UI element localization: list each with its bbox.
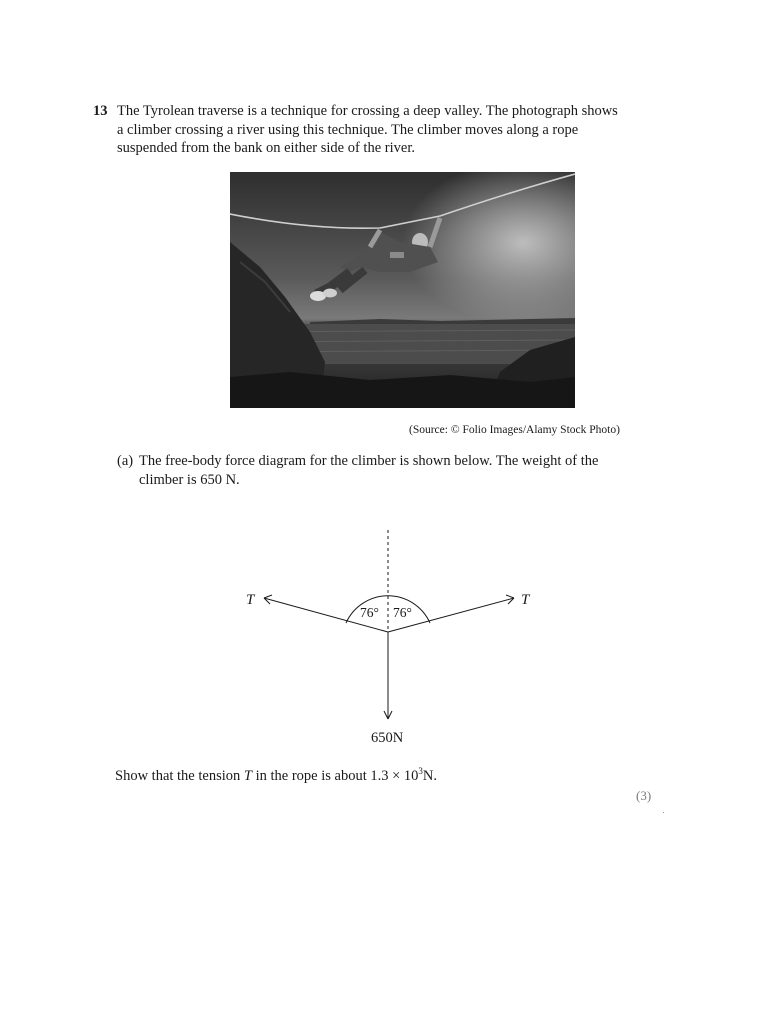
prompt-text-middle: in the rope is about 1.3 × 10 xyxy=(251,767,419,784)
question-number: 13 xyxy=(93,103,108,119)
weight-label: 650N xyxy=(371,730,404,746)
part-a-line-2: climber is 650 N. xyxy=(139,471,240,488)
question-line-3: suspended from the bank on either side of the river. xyxy=(117,140,415,156)
free-body-diagram xyxy=(240,530,540,750)
part-a-line-1: The free-body force diagram for the climber is shown below. The weight of the xyxy=(139,453,599,469)
prompt-exponent: 3 xyxy=(418,766,423,776)
question-prompt xyxy=(115,766,437,785)
angle-right-label: 76° xyxy=(393,605,412,620)
photo-source-credit: (Source: © Folio Images/Alamy Stock Photo) xyxy=(409,424,620,436)
tension-left-label: T xyxy=(246,592,255,608)
page-speck xyxy=(663,812,664,813)
prompt-unit: N. xyxy=(422,767,438,784)
prompt-tension-symbol: T xyxy=(243,767,252,784)
tension-right-label: T xyxy=(521,592,530,608)
climber-photo xyxy=(230,172,575,408)
part-a-text xyxy=(139,452,619,489)
climber-photo-image xyxy=(230,172,575,408)
prompt-text-start: Show that the tension xyxy=(115,767,244,784)
part-a-label: (a) xyxy=(117,453,134,469)
angle-left-label: 76° xyxy=(360,605,379,620)
marks-available: (3) xyxy=(636,788,652,803)
question-line-2: a climber crossing a river using this technique. The climber moves along a rope xyxy=(117,121,579,138)
question-text xyxy=(117,102,647,158)
question-line-1: The Tyrolean traverse is a technique for crossing a deep valley. The photograph shows xyxy=(117,103,618,119)
